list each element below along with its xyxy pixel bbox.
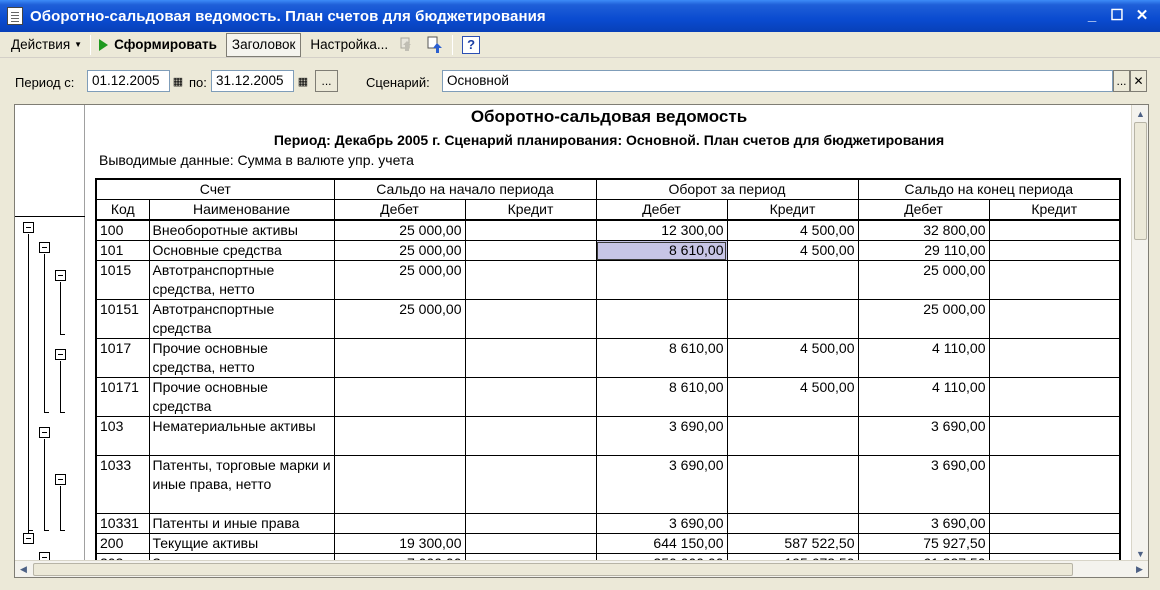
settings-button[interactable]: [305, 33, 393, 57]
closing-credit-cell[interactable]: [989, 339, 1120, 378]
report-output-note: Выводимые данные: Сумма в валюте упр. учета: [99, 152, 414, 168]
report-subtitle: Период: Декабрь 2005 г. Сценарий планирования: Основной. План счетов для бюджетирования: [273, 132, 945, 148]
closing-credit-cell[interactable]: [989, 220, 1120, 241]
document-icon: [7, 7, 23, 25]
header-code: Код: [96, 200, 149, 221]
opening-credit-cell[interactable]: [465, 456, 596, 514]
tree-line: [28, 530, 33, 531]
header-turnover-debit: Дебет: [596, 200, 727, 221]
account-name-cell[interactable]: Патенты и иные права: [149, 514, 334, 534]
header-opening-balance: Сальдо на начало периода: [334, 179, 596, 200]
scenario-clear-button[interactable]: ✕: [1130, 70, 1147, 92]
turnover-debit-cell[interactable]: 8 610,00: [596, 339, 727, 378]
account-code-cell[interactable]: 10171: [96, 378, 149, 417]
scenario-label: Сценарий:: [366, 75, 430, 90]
report-spreadsheet[interactable]: [14, 104, 1149, 578]
closing-credit-cell[interactable]: [989, 378, 1120, 417]
closing-credit-cell[interactable]: [989, 241, 1120, 261]
opening-credit-cell[interactable]: [465, 417, 596, 456]
scenario-select-button[interactable]: ...: [1113, 70, 1130, 92]
period-from-label: Период с:: [15, 75, 75, 90]
calendar-icon[interactable]: ▦: [170, 71, 186, 91]
scroll-right-icon[interactable]: ▶: [1136, 564, 1143, 574]
account-name-cell[interactable]: Внеоборотные активы: [149, 220, 334, 241]
header-closing-credit: Кредит: [989, 200, 1120, 221]
account-name-cell[interactable]: Прочие основные средства: [149, 378, 334, 417]
header-opening-credit: Кредит: [465, 200, 596, 221]
turnover-credit-cell[interactable]: 4 500,00: [727, 220, 858, 241]
closing-credit-cell[interactable]: [989, 261, 1120, 300]
closing-credit-cell[interactable]: [989, 417, 1120, 456]
closing-credit-cell[interactable]: [989, 300, 1120, 339]
turnover-debit-cell[interactable]: 644 150,00: [596, 534, 727, 554]
table-row: [96, 220, 1120, 241]
turnover-debit-cell[interactable]: 3 690,00: [596, 456, 727, 514]
header-toggle-button[interactable]: [226, 33, 301, 57]
opening-debit-cell[interactable]: [334, 456, 465, 514]
account-name-cell[interactable]: Основные средства: [149, 241, 334, 261]
tree-line: [60, 412, 65, 413]
table-row: [96, 456, 1120, 514]
turnover-credit-cell[interactable]: 587 522,50: [727, 534, 858, 554]
table-row: [96, 534, 1120, 554]
header-account: Счет: [96, 179, 334, 200]
turnover-credit-cell[interactable]: [727, 300, 858, 339]
tree-line: [60, 282, 61, 334]
tree-line: [44, 530, 49, 531]
chevron-down-icon: ▼: [74, 40, 83, 49]
scroll-up-icon[interactable]: ▲: [1136, 108, 1145, 119]
closing-credit-cell[interactable]: [989, 534, 1120, 554]
header-closing-balance: Сальдо на конец периода: [858, 179, 1120, 200]
table-row: [96, 339, 1120, 378]
generate-button[interactable]: [94, 33, 222, 57]
collapse-group-icon[interactable]: [55, 270, 66, 281]
account-name-cell[interactable]: Автотранспортные средства: [149, 300, 334, 339]
account-code-cell[interactable]: 10331: [96, 514, 149, 534]
closing-debit-cell[interactable]: 4 110,00: [858, 339, 989, 378]
actions-label: Действия: [11, 37, 71, 52]
collapse-group-icon[interactable]: [23, 222, 34, 233]
toolbar-separator: [452, 35, 453, 55]
opening-debit-cell[interactable]: [334, 378, 465, 417]
opening-debit-cell[interactable]: 25 000,00: [334, 241, 465, 261]
turnover-debit-cell[interactable]: [596, 300, 727, 339]
gutter-divider: [15, 216, 85, 217]
period-to-input[interactable]: 31.12.2005: [211, 70, 294, 92]
closing-debit-cell[interactable]: 25 000,00: [858, 261, 989, 300]
settings-label: Настройка...: [310, 37, 389, 52]
closing-credit-cell[interactable]: [989, 456, 1120, 514]
collapse-group-icon[interactable]: [55, 474, 66, 485]
actions-menu[interactable]: [6, 33, 87, 57]
help-icon[interactable]: ?: [462, 36, 480, 54]
closing-credit-cell[interactable]: [989, 514, 1120, 534]
opening-debit-cell[interactable]: [334, 339, 465, 378]
account-code-cell[interactable]: 200: [96, 534, 149, 554]
opening-credit-cell[interactable]: [465, 514, 596, 534]
transfer-icon[interactable]: [425, 35, 445, 55]
account-code-cell[interactable]: 101: [96, 241, 149, 261]
grouping-gutter: [15, 105, 85, 562]
vertical-scroll-thumb[interactable]: [1134, 122, 1147, 240]
opening-credit-cell[interactable]: [465, 241, 596, 261]
opening-debit-cell[interactable]: [334, 514, 465, 534]
account-code-cell[interactable]: 10151: [96, 300, 149, 339]
report-document: [85, 105, 1133, 562]
horizontal-scroll-thumb[interactable]: [33, 563, 1073, 576]
turnover-credit-cell[interactable]: [727, 417, 858, 456]
turnover-debit-cell[interactable]: 8 610,00: [596, 241, 727, 261]
turnover-debit-cell[interactable]: 8 610,00: [596, 378, 727, 417]
turnover-balance-table: [95, 178, 1121, 574]
window-title-bar: [0, 0, 1160, 32]
account-code-cell[interactable]: 100: [96, 220, 149, 241]
opening-debit-cell[interactable]: 25 000,00: [334, 300, 465, 339]
opening-debit-cell[interactable]: 25 000,00: [334, 220, 465, 241]
table-body: [96, 220, 1120, 574]
scroll-left-icon[interactable]: ◀: [20, 564, 27, 574]
collapse-group-icon[interactable]: [39, 242, 50, 253]
tree-line: [44, 254, 45, 412]
turnover-credit-cell[interactable]: [727, 514, 858, 534]
table-row: [96, 261, 1120, 300]
horizontal-scrollbar[interactable]: [15, 560, 1148, 577]
table-header-row: [96, 179, 1120, 200]
table-subheader-row: [96, 200, 1120, 221]
account-name-cell[interactable]: Прочие основные средства, нетто: [149, 339, 334, 378]
table-row: [96, 378, 1120, 417]
window-title: Оборотно-сальдовая ведомость. План счетов для бюджетирования: [30, 7, 546, 25]
account-name-cell[interactable]: Патенты, торговые марки и иные права, нетто: [149, 456, 334, 514]
vertical-scrollbar[interactable]: [1131, 105, 1148, 562]
tree-line: [60, 486, 61, 530]
header-closing-debit: Дебет: [858, 200, 989, 221]
table-row: [96, 300, 1120, 339]
closing-debit-cell[interactable]: 3 690,00: [858, 514, 989, 534]
maximize-button[interactable]: ☐: [1110, 7, 1124, 24]
account-name-cell[interactable]: Текущие активы: [149, 534, 334, 554]
tree-line: [44, 439, 45, 530]
opening-credit-cell[interactable]: [465, 378, 596, 417]
play-icon: [99, 39, 108, 51]
close-button[interactable]: ✕: [1135, 7, 1149, 24]
toolbar: [0, 32, 1160, 58]
tree-line: [60, 334, 65, 335]
generate-label: Сформировать: [114, 37, 217, 52]
collapse-group-icon[interactable]: [23, 533, 34, 544]
account-code-cell[interactable]: 103: [96, 417, 149, 456]
turnover-debit-cell[interactable]: 12 300,00: [596, 220, 727, 241]
header-opening-debit: Дебет: [334, 200, 465, 221]
scroll-down-icon[interactable]: ▼: [1136, 548, 1145, 559]
period-to-label: по:: [189, 75, 207, 90]
closing-debit-cell[interactable]: 32 800,00: [858, 220, 989, 241]
turnover-debit-cell[interactable]: 3 690,00: [596, 417, 727, 456]
closing-debit-cell[interactable]: 75 927,50: [858, 534, 989, 554]
opening-credit-cell[interactable]: [465, 300, 596, 339]
turnover-debit-cell[interactable]: 3 690,00: [596, 514, 727, 534]
report-title: Оборотно-сальдовая ведомость: [470, 107, 748, 126]
header-turnover-credit: Кредит: [727, 200, 858, 221]
opening-credit-cell[interactable]: [465, 339, 596, 378]
closing-debit-cell[interactable]: 29 110,00: [858, 241, 989, 261]
turnover-credit-cell[interactable]: [727, 261, 858, 300]
header-label: Заголовок: [231, 37, 296, 52]
tree-line: [28, 234, 29, 540]
account-code-cell[interactable]: 1033: [96, 456, 149, 514]
collapse-group-icon[interactable]: [55, 349, 66, 360]
minimize-button[interactable]: _: [1087, 6, 1097, 24]
account-name-cell[interactable]: Нематериальные активы: [149, 417, 334, 456]
opening-debit-cell[interactable]: 25 000,00: [334, 261, 465, 300]
closing-debit-cell[interactable]: 3 690,00: [858, 417, 989, 456]
period-from-input[interactable]: 01.12.2005: [87, 70, 170, 92]
turnover-debit-cell[interactable]: [596, 261, 727, 300]
parameters-bar: [0, 68, 1160, 96]
opening-debit-cell[interactable]: [334, 417, 465, 456]
account-name-cell[interactable]: Автотранспортные средства, нетто: [149, 261, 334, 300]
tree-line: [60, 530, 65, 531]
header-turnover: Оборот за период: [596, 179, 858, 200]
period-select-button[interactable]: ...: [315, 70, 338, 92]
table-row: [96, 514, 1120, 534]
turnover-credit-cell[interactable]: 4 500,00: [727, 241, 858, 261]
table-row: [96, 417, 1120, 456]
toolbar-separator: [90, 35, 91, 55]
account-code-cell[interactable]: 1017: [96, 339, 149, 378]
table-row: [96, 241, 1120, 261]
collapse-group-icon[interactable]: [39, 427, 50, 438]
turnover-credit-cell[interactable]: [727, 456, 858, 514]
opening-credit-cell[interactable]: [465, 261, 596, 300]
opening-debit-cell[interactable]: 19 300,00: [334, 534, 465, 554]
closing-debit-cell[interactable]: 25 000,00: [858, 300, 989, 339]
copy-disabled-icon[interactable]: [397, 35, 417, 55]
tree-line: [60, 361, 61, 412]
turnover-credit-cell[interactable]: 4 500,00: [727, 339, 858, 378]
closing-debit-cell[interactable]: 3 690,00: [858, 456, 989, 514]
account-code-cell[interactable]: 1015: [96, 261, 149, 300]
turnover-credit-cell[interactable]: 4 500,00: [727, 378, 858, 417]
calendar-icon[interactable]: ▦: [295, 71, 311, 91]
opening-credit-cell[interactable]: [465, 534, 596, 554]
header-name: Наименование: [149, 200, 334, 221]
tree-line: [44, 412, 49, 413]
closing-debit-cell[interactable]: 4 110,00: [858, 378, 989, 417]
scenario-input[interactable]: Основной: [442, 70, 1113, 92]
opening-credit-cell[interactable]: [465, 220, 596, 241]
